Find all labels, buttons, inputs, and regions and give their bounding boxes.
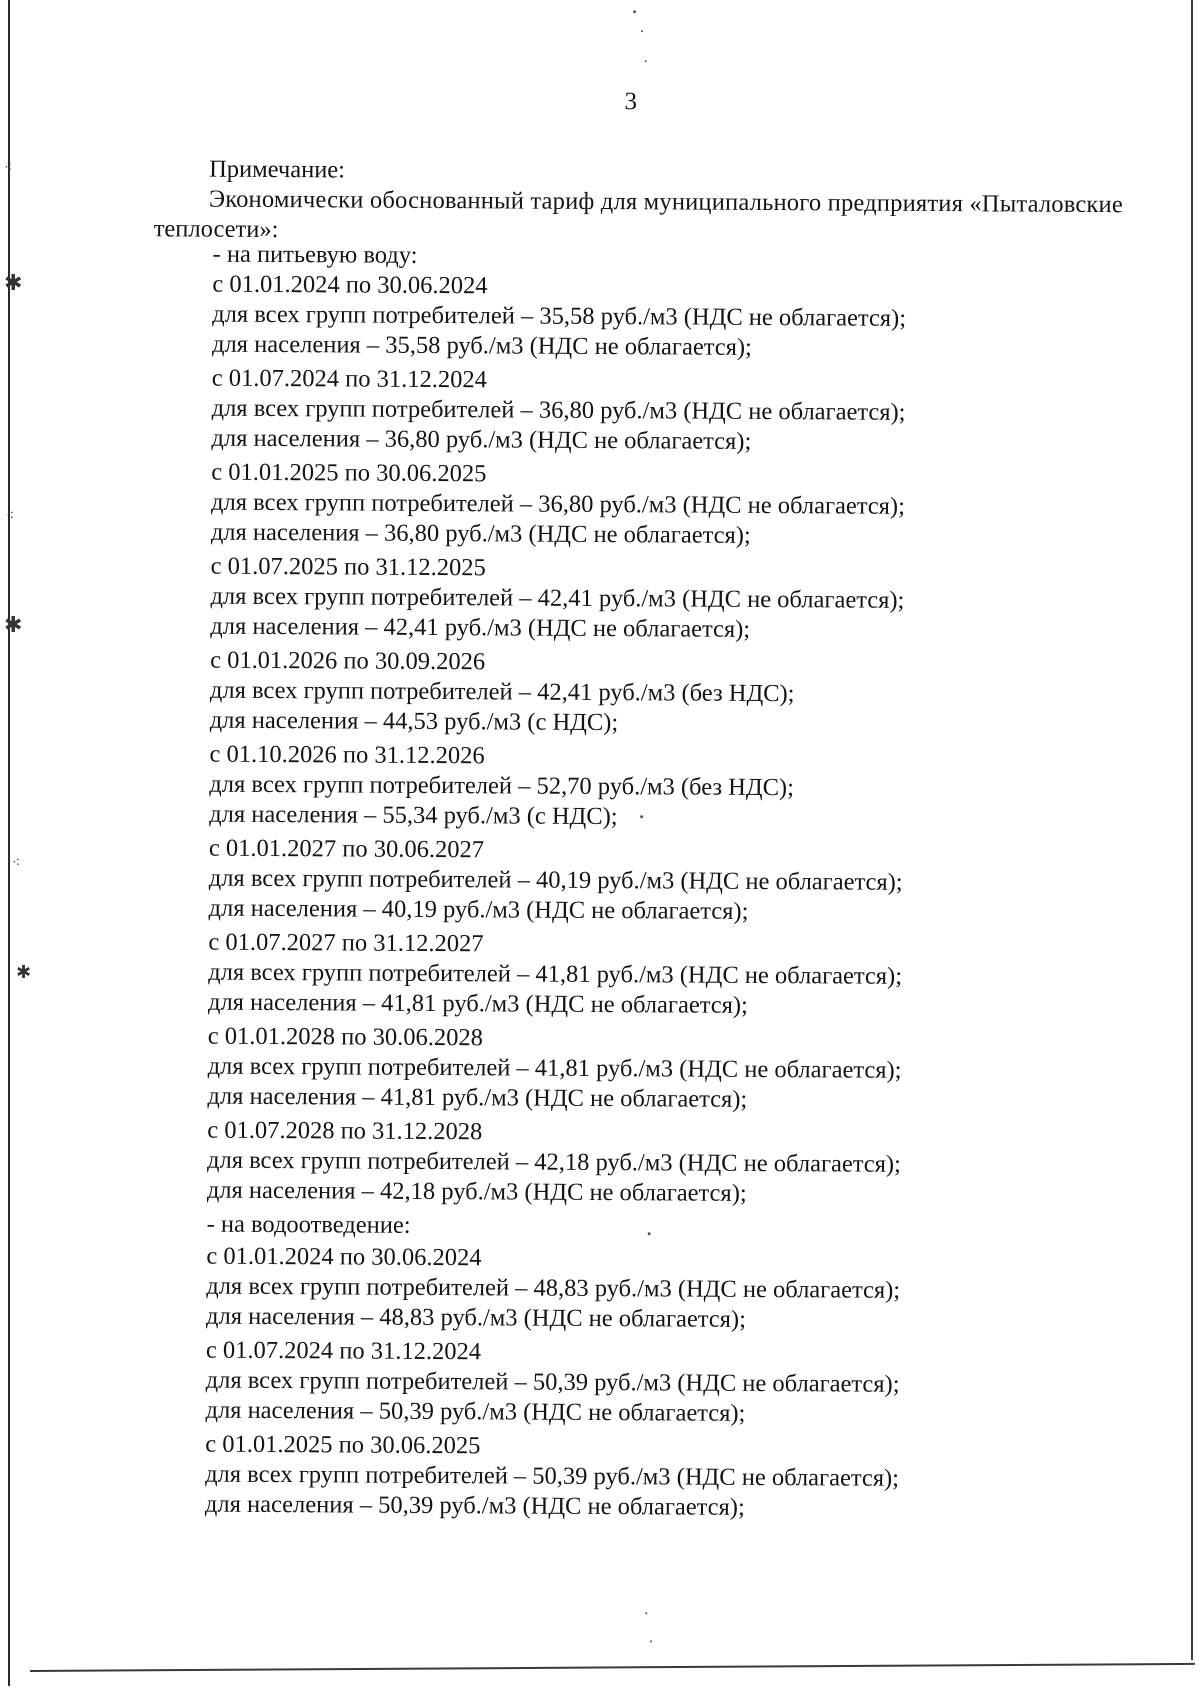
period-dates: с 01.01.2025 по 30.06.2025 — [211, 458, 487, 488]
tariff-population: для населения – 44,53 руб./м3 (с НДС); — [209, 706, 619, 737]
tariff-population: для населения – 40,19 руб./м3 (НДС не облагается); — [208, 894, 749, 925]
period-dates: с 01.01.2028 по 30.06.2028 — [207, 1022, 484, 1052]
tariff-all-groups: для всех групп потребителей – 52,70 руб./м3 (без НДС); — [209, 770, 795, 802]
margin-artifact: ✱ — [16, 962, 32, 982]
period-dates: с 01.07.2024 по 31.12.2024 — [211, 364, 488, 394]
tariff-population: для населения – 48,83 руб./м3 (НДС не облагается); — [206, 1302, 747, 1333]
tariff-all-groups: для всех групп потребителей – 35,58 руб./м3 (НДС не облагается); — [212, 300, 907, 332]
section-heading-wastewater: - на водоотведение: — [206, 1210, 411, 1239]
tariff-all-groups: для всех групп потребителей – 36,80 руб./м3 (НДС не облагается); — [211, 394, 906, 426]
tariff-population: для населения – 41,81 руб./м3 (НДС не облагается); — [207, 988, 748, 1019]
period-dates: с 01.07.2025 по 31.12.2025 — [210, 552, 486, 582]
margin-artifact: ⁖ — [4, 161, 13, 176]
period-dates: с 01.10.2026 по 31.12.2026 — [209, 740, 485, 770]
scan-speck — [648, 1232, 651, 1235]
period-dates: с 01.01.2025 по 30.06.2025 — [205, 1430, 481, 1460]
tariff-population: для населения – 50,39 руб./м3 (НДС не облагается); — [204, 1490, 745, 1521]
tariff-population: для населения – 36,80 руб./м3 (НДС не облагается); — [210, 518, 751, 549]
tariff-population: для населения – 41,81 руб./м3 (НДС не облагается); — [207, 1082, 748, 1113]
note-heading: Примечание: — [209, 155, 346, 184]
period-dates: с 01.01.2026 по 30.09.2026 — [210, 646, 486, 676]
tariff-population: для населения – 50,39 руб./м3 (НДС не облагается); — [205, 1396, 746, 1427]
tariff-population: для населения – 42,41 руб./м3 (НДС не облагается); — [210, 612, 751, 643]
scan-speck — [650, 1640, 652, 1642]
margin-artifact: ⁖ — [12, 856, 21, 871]
tariff-all-groups: для всех групп потребителей – 40,19 руб./м3 (НДС не облагается); — [208, 864, 903, 896]
margin-artifact: ✱ — [4, 612, 23, 637]
tariff-population: для населения – 42,18 руб./м3 (НДС не облагается); — [206, 1176, 747, 1207]
tariff-all-groups: для всех групп потребителей – 41,81 руб./м3 (НДС не облагается); — [207, 1052, 902, 1084]
scan-speck — [645, 1612, 647, 1614]
period-dates: с 01.01.2024 по 30.06.2024 — [206, 1242, 482, 1272]
tariff-all-groups: для всех групп потребителей – 42,18 руб./м3 (НДС не облагается); — [206, 1146, 902, 1178]
period-dates: с 01.01.2027 по 30.06.2027 — [208, 834, 485, 864]
tariff-all-groups: для всех групп потребителей – 50,39 руб./м3 (НДС не облагается); — [205, 1460, 900, 1492]
margin-artifact: ✱ — [4, 270, 23, 295]
section-heading-water: - на питьевую воду: — [212, 240, 418, 269]
period-dates: с 01.07.2027 по 31.12.2027 — [208, 928, 484, 958]
tariff-population: для населения – 36,80 руб./м3 (НДС не облагается); — [211, 424, 752, 455]
tariff-all-groups: для всех групп потребителей – 36,80 руб./м3 (НДС не облагается); — [210, 488, 906, 520]
margin-artifact: ⁖ — [6, 509, 15, 524]
scan-speck — [640, 815, 643, 818]
tariff-all-groups: для всех групп потребителей – 48,83 руб./м3 (НДС не облагается); — [206, 1272, 901, 1304]
tariff-population: для населения – 35,58 руб./м3 (НДС не облагается); — [211, 330, 752, 361]
tariff-all-groups: для всех групп потребителей – 42,41 руб./м3 (НДС не облагается); — [210, 582, 905, 614]
period-dates: с 01.07.2024 по 31.12.2024 — [205, 1336, 482, 1366]
tariff-all-groups: для всех групп потребителей – 41,81 руб./м3 (НДС не облагается); — [208, 958, 903, 990]
scan-speck — [633, 10, 636, 13]
scan-speck — [641, 30, 643, 32]
scan-speck — [645, 60, 647, 62]
tariff-all-groups: для всех групп потребителей – 42,41 руб./м3 (без НДС); — [209, 676, 795, 708]
tariff-all-groups: для всех групп потребителей – 50,39 руб./м3 (НДС не облагается); — [205, 1366, 900, 1398]
intro-paragraph-line: Экономически обоснованный тариф для муниципального предприятия «Пыталовские — [208, 185, 1124, 219]
page-number: 3 — [624, 88, 638, 116]
intro-paragraph-line: теплосети»: — [153, 215, 279, 244]
period-dates: с 01.01.2024 по 30.06.2024 — [212, 270, 488, 300]
tariff-population: для населения – 55,34 руб./м3 (с НДС); — [209, 800, 618, 831]
period-dates: с 01.07.2028 по 31.12.2028 — [207, 1116, 483, 1146]
